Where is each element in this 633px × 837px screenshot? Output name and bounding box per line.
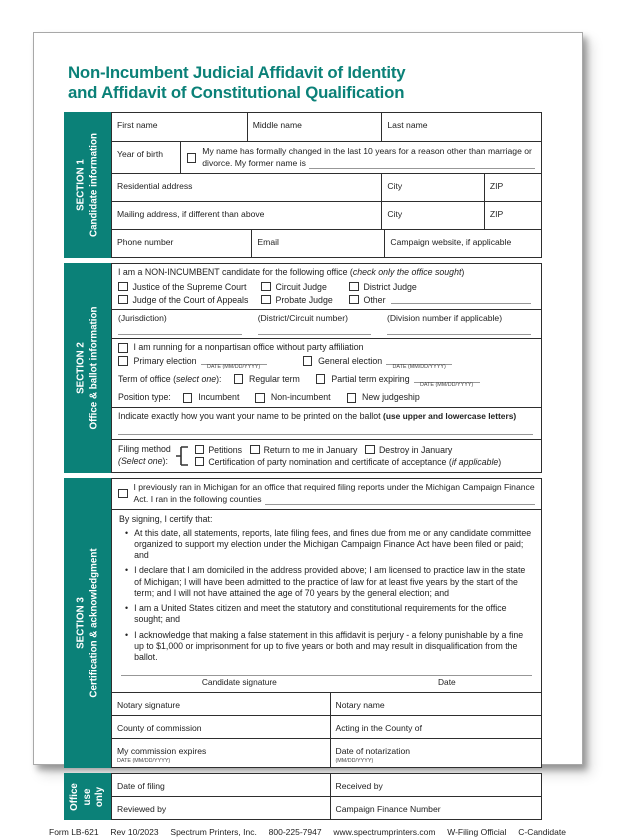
office-district-judge-option: District Judge [349, 282, 417, 292]
notary-name-field[interactable]: Notary name [330, 693, 542, 715]
office-supreme-court-option: Justice of the Supreme Court [118, 282, 261, 292]
previously-ran-box [112, 479, 541, 509]
last-name-field[interactable] [381, 113, 541, 141]
district-number-field[interactable] [258, 323, 371, 335]
name-change-cell [180, 142, 541, 173]
other-office-checkbox[interactable] [349, 295, 359, 305]
certify-bullet-1: • At this date, all statements, reports, late filing fees, and fines due from me or any candidate committee organized to support my election under the Michigan Campaign Finance Act have been filed or paid; and [125, 527, 532, 561]
office-circuit-judge-option: Circuit Judge [261, 282, 349, 292]
former-name-field[interactable] [309, 159, 535, 169]
other-office-field[interactable] [391, 295, 531, 304]
name-change-text: My name has formally changed in the last 10 years for a reason other than marriage or divorce. My former name is [202, 146, 535, 169]
party-certification-checkbox[interactable] [195, 457, 205, 467]
form-revision: Rev 10/2023 [110, 827, 159, 837]
phone-field[interactable]: Phone number [117, 237, 174, 248]
reviewed-by-field[interactable]: Reviewed by [117, 804, 167, 815]
county-of-commission-field[interactable]: County of commission [117, 723, 202, 734]
supreme-court-checkbox[interactable] [118, 282, 128, 292]
filing-method-label: Filing method (Select one): [118, 444, 171, 466]
nonpartisan-checkbox[interactable] [118, 343, 128, 353]
notary-signature-field[interactable]: Notary signature [117, 700, 181, 711]
previously-ran-checkbox[interactable] [118, 489, 128, 499]
office-other-option: Other [349, 295, 535, 305]
page-title-line1: Non-Incumbent Judicial Affidavit of Identity [68, 63, 406, 82]
page-title-line2: and Affidavit of Constitutional Qualification [68, 83, 405, 103]
office-sought-prompt: I am a NON-INCUMBENT candidate for the following office (check only the office sought) [118, 267, 465, 278]
printer-phone: 800-225-7947 [268, 827, 322, 837]
section-3 [64, 478, 542, 769]
last-name-label: Last name [387, 120, 428, 131]
primary-election-checkbox[interactable] [118, 356, 128, 366]
certify-bullet-4: • I acknowledge that making a false statement in this affidavit is perjury - a felony punishable by a fine up to $1,000 or imprisonment for up to five years or both and may result in disqualification from the ballot. [125, 629, 524, 663]
general-election-checkbox[interactable] [303, 356, 313, 366]
certify-intro: By signing, I certify that: [119, 513, 213, 524]
printer-website: www.spectrumprinters.com [333, 827, 436, 837]
printer-name: Spectrum Printers, Inc. [170, 827, 257, 837]
nonpartisan-label: I am running for a nonpartisan office without party affiliation [133, 342, 364, 353]
division-number-field[interactable] [387, 323, 531, 335]
residential-zip-field[interactable]: ZIP [484, 174, 541, 201]
return-january-checkbox[interactable] [250, 445, 260, 455]
term-of-office-label: Term of office (select one): [118, 374, 222, 385]
campaign-website-field[interactable]: Campaign website, if applicable [384, 230, 541, 257]
section-1-label: SECTION 1 Candidate information [74, 133, 99, 238]
filing-bracket-icon [176, 443, 190, 469]
petitions-checkbox[interactable] [195, 445, 205, 455]
residential-address-field[interactable]: Residential address [117, 181, 193, 192]
year-of-birth-field[interactable] [112, 142, 180, 173]
office-use-sidebar [64, 773, 111, 820]
candidate-signature-field[interactable] [121, 675, 532, 676]
residential-city-field[interactable]: City [381, 174, 484, 201]
ballot-name-box [112, 407, 541, 438]
position-type-label: Position type: [118, 392, 171, 403]
partial-term-checkbox[interactable] [316, 374, 326, 384]
middle-name-field[interactable] [247, 113, 382, 141]
filing-method-box: Filing method (Select one): Petitions Return to me in January Destroy in January Certification of party nomination and certificate of acceptance (if applicable) [112, 439, 541, 472]
election-box: I am running for a nonpartisan office without party affiliation Primary election DATE (MM/DD/YYYY) General election DATE (MM/DD/YYYY) Term of office (select one): Regular term Partial term expiring DATE (MM/DD/YYYY) Position type: Incumbent Non-incumbent New judgeship [112, 338, 541, 407]
probate-judge-checkbox[interactable] [261, 295, 271, 305]
section-2 [64, 263, 542, 472]
ballot-name-field[interactable] [118, 423, 533, 435]
first-name-label: First name [117, 120, 158, 131]
section-2-sidebar [64, 263, 111, 472]
form-number: Form LB-621 [49, 827, 99, 837]
new-judgeship-checkbox[interactable] [347, 393, 357, 403]
jurisdiction-label: (Jurisdiction) [118, 312, 167, 323]
district-judge-checkbox[interactable] [349, 282, 359, 292]
copy-candidate: C-Candidate [518, 827, 566, 837]
counties-field[interactable] [265, 495, 535, 505]
page-title [68, 63, 544, 103]
mailing-city-field[interactable]: City [381, 202, 484, 229]
office-sought-box [112, 264, 541, 308]
signature-date-caption: Date [437, 677, 456, 688]
year-of-birth-label: Year of birth [117, 149, 164, 160]
court-of-appeals-checkbox[interactable] [118, 295, 128, 305]
certify-bullet-3: • I am a United States citizen and meet the statutory and constitutional requirements for the office sought; and [125, 603, 507, 625]
district-number-label: (District/Circuit number) [257, 312, 348, 323]
mailing-zip-field[interactable]: ZIP [484, 202, 541, 229]
destroy-january-checkbox[interactable] [365, 445, 375, 455]
section-3-label: SECTION 3 Certification & acknowledgment [74, 548, 99, 698]
incumbent-checkbox[interactable] [183, 393, 193, 403]
form-page [33, 32, 583, 837]
certification-box [112, 509, 541, 693]
middle-name-label: Middle name [252, 120, 302, 131]
certify-bullet-2: • I declare that I am domiciled in the address provided above; I am licensed to practice law in the state of Michigan; I will have been admitted to the practice of law for at least five years by the start of the term; and I will not have attained the age of 70 years by the general election; and [125, 565, 526, 598]
date-of-notarization-field[interactable]: Date of notarization (MM/DD/YYYY) [330, 739, 542, 767]
form-footer [49, 827, 566, 837]
office-use-section [64, 773, 542, 820]
section-1-sidebar [64, 112, 111, 258]
office-probate-judge-option: Probate Judge [261, 295, 349, 305]
first-name-field[interactable] [112, 113, 247, 141]
division-number-label: (Division number if applicable) [386, 312, 503, 323]
previously-ran-text: I previously ran in Michigan for an office that required filing reports under the Michigan Campaign Finance Act. I ran in the following counties [133, 482, 535, 504]
signature-captions [119, 677, 534, 687]
email-field[interactable]: Email [251, 230, 384, 257]
candidate-signature-caption: Candidate signature [201, 677, 277, 688]
section-3-sidebar [64, 478, 111, 769]
non-incumbent-checkbox[interactable] [255, 393, 265, 403]
name-change-checkbox[interactable] [187, 153, 197, 163]
office-court-of-appeals-option: Judge of the Court of Appeals [118, 295, 261, 305]
received-by-field[interactable]: Received by [330, 774, 542, 796]
regular-term-checkbox[interactable] [234, 374, 244, 384]
ballot-name-prompt: Indicate exactly how you want your name to be printed on the ballot (use upper and lowercase letters) [118, 411, 517, 422]
party-certification-label: Certification of party nomination and certificate of acceptance (if applicable) [208, 456, 502, 467]
section-1 [64, 112, 542, 258]
office-use-label: Office use only [68, 783, 105, 811]
section-2-label: SECTION 2 Office & ballot information [74, 306, 99, 430]
mailing-address-field[interactable]: Mailing address, if different than above [117, 209, 265, 220]
commission-expires-field[interactable]: My commission expires DATE (MM/DD/YYYY) [117, 746, 207, 765]
campaign-finance-number-field[interactable]: Campaign Finance Number [330, 797, 542, 819]
copy-filing-official: W-Filing Official [447, 827, 507, 837]
jurisdiction-field[interactable] [118, 323, 242, 335]
form-body [64, 112, 542, 820]
date-of-filing-field[interactable]: Date of filing [117, 781, 165, 792]
circuit-judge-checkbox[interactable] [261, 282, 271, 292]
acting-county-field[interactable]: Acting in the County of [330, 716, 542, 738]
jurisdiction-box [112, 309, 541, 339]
